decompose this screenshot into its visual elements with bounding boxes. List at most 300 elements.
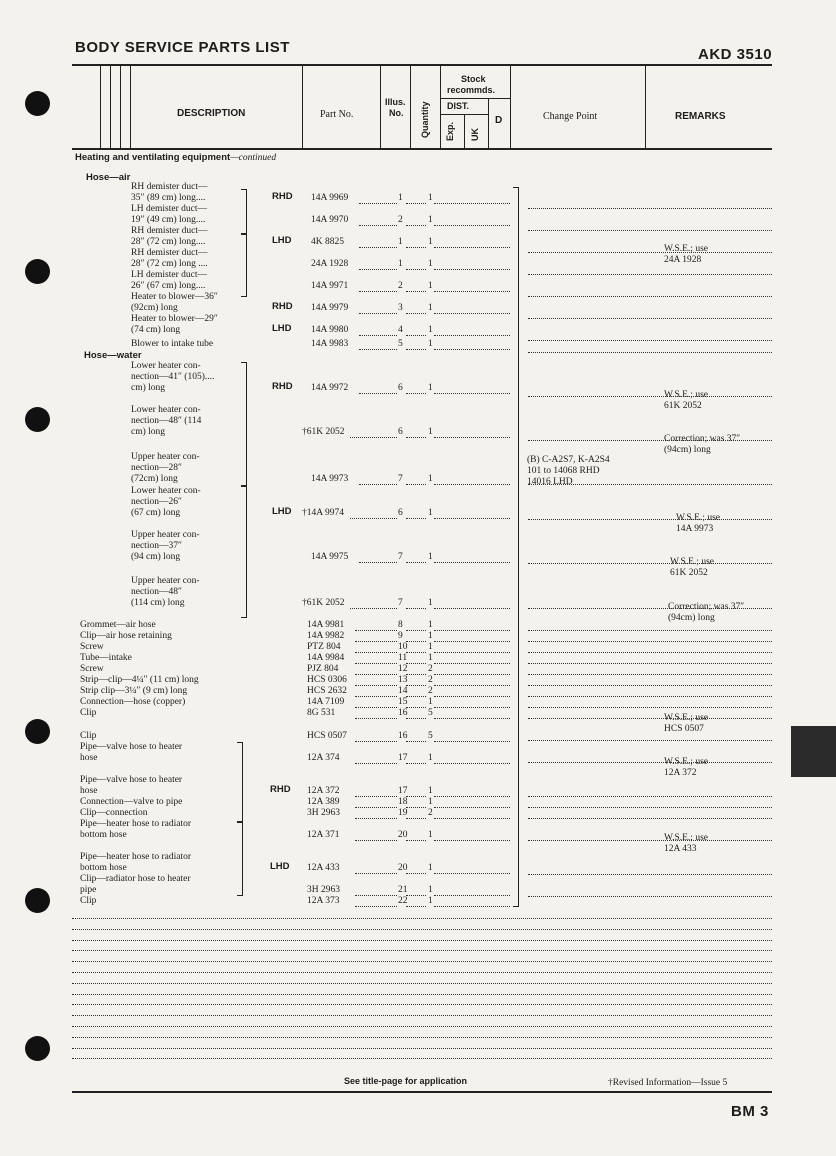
quantity-value: 1 bbox=[428, 697, 433, 707]
section-title bbox=[75, 152, 276, 164]
group-hose-water: Hose—water bbox=[84, 350, 142, 361]
description-line: nection—48″ (114 bbox=[131, 416, 202, 426]
document-code: AKD 3510 bbox=[698, 46, 773, 63]
quantity-value: 1 bbox=[428, 215, 433, 225]
footer-rule bbox=[72, 1091, 772, 1093]
illus-number: 1 bbox=[398, 193, 403, 203]
hand-rhd: RHD bbox=[272, 191, 293, 202]
leader-dots bbox=[434, 718, 510, 719]
leader-dots bbox=[406, 696, 426, 697]
leader-dots bbox=[406, 349, 426, 350]
col-uk: UK bbox=[470, 128, 480, 141]
leader-dots bbox=[406, 203, 426, 204]
binder-hole bbox=[25, 259, 50, 284]
leader-dots bbox=[355, 641, 397, 642]
part-number: 14A 9980 bbox=[311, 325, 349, 335]
leader-dots bbox=[528, 740, 772, 741]
illus-number: 15 bbox=[398, 697, 408, 707]
leader-dots bbox=[406, 313, 426, 314]
leader-dots bbox=[355, 630, 397, 631]
leader-dots bbox=[528, 274, 772, 275]
leader-dots bbox=[434, 335, 510, 336]
part-number: †61K 2052 bbox=[302, 598, 345, 608]
leader-dots bbox=[434, 562, 510, 563]
description-line: Tube—intake bbox=[80, 653, 132, 663]
leader-dots bbox=[434, 906, 510, 907]
hand-lhd: LHD bbox=[270, 861, 290, 872]
column-divider bbox=[510, 66, 511, 148]
leader-dots bbox=[406, 291, 426, 292]
description-line: Clip bbox=[80, 896, 97, 906]
leader-dots bbox=[355, 741, 397, 742]
part-number: PJZ 804 bbox=[307, 664, 339, 674]
quantity-value: 1 bbox=[428, 552, 433, 562]
leader-dots bbox=[359, 247, 397, 248]
leader-dots bbox=[359, 203, 397, 204]
part-number: 14A 9981 bbox=[307, 620, 345, 630]
description-line: Lower heater con- bbox=[131, 361, 201, 371]
leader-dots bbox=[434, 641, 510, 642]
leader-dots bbox=[355, 763, 397, 764]
quantity-value: 1 bbox=[428, 427, 433, 437]
leader-dots bbox=[72, 950, 772, 951]
illus-number: 18 bbox=[398, 797, 408, 807]
column-divider bbox=[380, 66, 381, 148]
leader-dots bbox=[434, 873, 510, 874]
part-number: 14A 9969 bbox=[311, 193, 349, 203]
leader-dots bbox=[528, 762, 772, 763]
column-divider bbox=[464, 114, 465, 148]
illus-number: 16 bbox=[398, 731, 408, 741]
description-line: (67 cm) long bbox=[131, 508, 181, 518]
leader-dots bbox=[355, 718, 397, 719]
leader-dots bbox=[434, 349, 510, 350]
leader-dots bbox=[434, 652, 510, 653]
leader-dots bbox=[528, 896, 772, 897]
leader-dots bbox=[434, 518, 510, 519]
leader-dots bbox=[406, 247, 426, 248]
col-change-point: Change Point bbox=[543, 111, 598, 122]
leader-dots bbox=[72, 1015, 772, 1016]
part-number: 24A 1928 bbox=[311, 259, 349, 269]
remark: W.S.E.; use 61K 2052 bbox=[664, 390, 708, 411]
leader-dots bbox=[359, 393, 397, 394]
description-line: Upper heater con- bbox=[131, 452, 200, 462]
illus-number: 5 bbox=[398, 339, 403, 349]
description-line: nection—37″ bbox=[131, 541, 182, 551]
illus-number: 4 bbox=[398, 325, 403, 335]
part-number: 14A 9975 bbox=[311, 552, 349, 562]
leader-dots bbox=[434, 840, 510, 841]
leader-dots bbox=[72, 961, 772, 962]
leader-dots bbox=[406, 707, 426, 708]
leader-dots bbox=[355, 707, 397, 708]
quantity-value: 1 bbox=[428, 885, 433, 895]
leader-dots bbox=[406, 630, 426, 631]
leader-dots bbox=[72, 972, 772, 973]
remark: W.S.E.; use HCS 0507 bbox=[664, 713, 708, 734]
description-line: RH demister duct— bbox=[131, 182, 208, 192]
leader-dots bbox=[359, 562, 397, 563]
quantity-value: 1 bbox=[428, 753, 433, 763]
binder-hole bbox=[25, 888, 50, 913]
footer-note: See title-page for application bbox=[344, 1076, 468, 1086]
leader-dots bbox=[406, 484, 426, 485]
remark: W.S.E.; use 12A 372 bbox=[664, 757, 708, 778]
illus-number: 7 bbox=[398, 474, 403, 484]
part-number: 3H 2963 bbox=[307, 885, 340, 895]
group-hose-air: Hose—air bbox=[86, 172, 131, 183]
leader-dots bbox=[434, 707, 510, 708]
col-illus-no: No. bbox=[389, 108, 404, 118]
leader-dots bbox=[434, 696, 510, 697]
change-point-line: (B) C-A2S7, K-A2S4 bbox=[527, 455, 610, 465]
part-number: HCS 0306 bbox=[307, 675, 347, 685]
leader-dots bbox=[72, 1037, 772, 1038]
description-line: Screw bbox=[80, 664, 104, 674]
leader-dots bbox=[355, 895, 397, 896]
leader-dots bbox=[406, 796, 426, 797]
quantity-value: 1 bbox=[428, 339, 433, 349]
section-title-suffix: —continued bbox=[230, 153, 277, 163]
leader-dots bbox=[434, 807, 510, 808]
description-line: Heater to blower—29″ bbox=[131, 314, 218, 324]
leader-dots bbox=[406, 741, 426, 742]
leader-dots bbox=[528, 630, 772, 631]
leader-dots bbox=[434, 313, 510, 314]
part-number: 14A 9982 bbox=[307, 631, 345, 641]
leader-dots bbox=[72, 918, 772, 919]
part-number: 12A 372 bbox=[307, 786, 340, 796]
quantity-value: 1 bbox=[428, 830, 433, 840]
binder-hole bbox=[25, 1036, 50, 1061]
col-d: D bbox=[495, 115, 503, 126]
remark: W.S.E.; use 61K 2052 bbox=[670, 557, 714, 578]
leader-dots bbox=[355, 652, 397, 653]
leader-dots bbox=[406, 818, 426, 819]
binder-hole bbox=[25, 407, 50, 432]
quantity-value: 1 bbox=[428, 631, 433, 641]
leader-dots bbox=[434, 393, 510, 394]
footer-revised: †Revised Information—Issue 5 bbox=[608, 1078, 728, 1088]
leader-dots bbox=[528, 208, 772, 209]
description-line: (94 cm) long bbox=[131, 552, 181, 562]
leader-dots bbox=[434, 685, 510, 686]
remark: Correction; was 37″ (94cm) long bbox=[668, 602, 745, 623]
quantity-value: 1 bbox=[428, 325, 433, 335]
description-line: Clip bbox=[80, 708, 97, 718]
binder-hole bbox=[25, 719, 50, 744]
description-line: Pipe—heater hose to radiator bbox=[80, 819, 192, 829]
description-line: pipe bbox=[80, 885, 97, 895]
quantity-value: 1 bbox=[428, 237, 433, 247]
description-line: Strip—clip—4¼″ (11 cm) long bbox=[80, 675, 199, 685]
quantity-value: 1 bbox=[428, 383, 433, 393]
description-line: (74 cm) long bbox=[131, 325, 181, 335]
leader-dots bbox=[528, 340, 772, 341]
page-edge-tab bbox=[791, 726, 836, 777]
col-part-no: Part No. bbox=[320, 109, 354, 120]
leader-dots bbox=[355, 840, 397, 841]
part-number: 4K 8825 bbox=[311, 237, 344, 247]
description-line: (72cm) long bbox=[131, 474, 178, 484]
leader-dots bbox=[406, 393, 426, 394]
description-line: nection—48″ bbox=[131, 587, 182, 597]
leader-dots bbox=[434, 203, 510, 204]
description-line: Lower heater con- bbox=[131, 486, 201, 496]
change-point-bracket bbox=[513, 187, 519, 907]
illus-number: 19 bbox=[398, 808, 408, 818]
description-line: Upper heater con- bbox=[131, 530, 200, 540]
group-bracket bbox=[237, 822, 243, 896]
description-line: Connection—valve to pipe bbox=[80, 797, 183, 807]
column-divider bbox=[410, 66, 411, 148]
illus-number: 2 bbox=[398, 215, 403, 225]
leader-dots bbox=[406, 225, 426, 226]
description-line: hose bbox=[80, 753, 98, 763]
leader-dots bbox=[359, 349, 397, 350]
leader-dots bbox=[528, 296, 772, 297]
hand-lhd: LHD bbox=[272, 506, 292, 517]
part-number: †61K 2052 bbox=[302, 427, 345, 437]
leader-dots bbox=[355, 796, 397, 797]
leader-dots bbox=[528, 519, 772, 520]
leader-dots bbox=[72, 994, 772, 995]
leader-dots bbox=[72, 1048, 772, 1049]
quantity-value: 2 bbox=[428, 686, 433, 696]
description-line: Clip bbox=[80, 731, 97, 741]
illus-number: 1 bbox=[398, 237, 403, 247]
change-point-line: 101 to 14068 RHD bbox=[527, 466, 600, 476]
illus-number: 8 bbox=[398, 620, 403, 630]
leader-dots bbox=[528, 718, 772, 719]
illus-number: 6 bbox=[398, 427, 403, 437]
leader-dots bbox=[406, 807, 426, 808]
column-divider bbox=[302, 66, 303, 148]
description-line: 35″ (89 cm) long.... bbox=[131, 193, 206, 203]
leader-dots bbox=[406, 269, 426, 270]
remark: Correction; was 37″ (94cm) long bbox=[664, 434, 741, 455]
part-number: 12A 373 bbox=[307, 896, 340, 906]
header-bottom-rule bbox=[72, 148, 772, 150]
illus-number: 20 bbox=[398, 863, 408, 873]
description-line: Strip clip—3¼″ (9 cm) long bbox=[80, 686, 188, 696]
leader-dots bbox=[355, 685, 397, 686]
description-line: Clip—air hose retaining bbox=[80, 631, 172, 641]
leader-dots bbox=[434, 608, 510, 609]
leader-dots bbox=[528, 484, 772, 485]
part-number: HCS 2632 bbox=[307, 686, 347, 696]
change-point-line: 14016 LHD bbox=[527, 477, 573, 487]
part-number: 12A 433 bbox=[307, 863, 340, 873]
part-number: 3H 2963 bbox=[307, 808, 340, 818]
description-line: bottom hose bbox=[80, 830, 127, 840]
leader-dots bbox=[406, 641, 426, 642]
part-number: 12A 371 bbox=[307, 830, 340, 840]
column-divider bbox=[100, 66, 101, 148]
leader-dots bbox=[406, 518, 426, 519]
leader-dots bbox=[355, 674, 397, 675]
illus-number: 10 bbox=[398, 642, 408, 652]
quantity-value: 1 bbox=[428, 508, 433, 518]
part-number: †14A 9974 bbox=[302, 508, 344, 518]
leader-dots bbox=[434, 796, 510, 797]
leader-dots bbox=[359, 225, 397, 226]
binder-hole bbox=[25, 91, 50, 116]
quantity-value: 2 bbox=[428, 664, 433, 674]
column-divider bbox=[440, 66, 441, 148]
leader-dots bbox=[355, 663, 397, 664]
quantity-value: 1 bbox=[428, 797, 433, 807]
group-bracket bbox=[241, 189, 247, 235]
description-line: cm) long bbox=[131, 383, 166, 393]
hand-rhd: RHD bbox=[272, 381, 293, 392]
leader-dots bbox=[434, 247, 510, 248]
description-line: bottom hose bbox=[80, 863, 127, 873]
quantity-value: 1 bbox=[428, 598, 433, 608]
illus-number: 2 bbox=[398, 281, 403, 291]
description-line: Connection—hose (copper) bbox=[80, 697, 186, 707]
leader-dots bbox=[528, 874, 772, 875]
hand-rhd: RHD bbox=[270, 784, 291, 795]
description-line: Pipe—heater hose to radiator bbox=[80, 852, 192, 862]
illus-number: 20 bbox=[398, 830, 408, 840]
leader-dots bbox=[434, 763, 510, 764]
leader-dots bbox=[434, 895, 510, 896]
leader-dots bbox=[359, 291, 397, 292]
description-line: Lower heater con- bbox=[131, 405, 201, 415]
description-line: nection—41″ (105).... bbox=[131, 372, 215, 382]
hand-rhd: RHD bbox=[272, 301, 293, 312]
header-top-rule bbox=[72, 64, 772, 66]
col-dist: DIST. bbox=[447, 101, 470, 111]
group-bracket bbox=[241, 362, 247, 486]
leader-dots bbox=[434, 269, 510, 270]
quantity-value: 5 bbox=[428, 731, 433, 741]
leader-dots bbox=[359, 313, 397, 314]
leader-dots bbox=[528, 807, 772, 808]
col-remarks: REMARKS bbox=[675, 111, 726, 122]
leader-dots bbox=[528, 707, 772, 708]
illus-number: 16 bbox=[398, 708, 408, 718]
leader-dots bbox=[528, 252, 772, 253]
quantity-value: 1 bbox=[428, 786, 433, 796]
illus-number: 17 bbox=[398, 786, 408, 796]
illus-number: 12 bbox=[398, 664, 408, 674]
col-stock: Stock bbox=[461, 74, 486, 84]
description-line: (114 cm) long bbox=[131, 598, 185, 608]
illus-number: 6 bbox=[398, 383, 403, 393]
leader-dots bbox=[434, 225, 510, 226]
leader-dots bbox=[434, 630, 510, 631]
description-line: Pipe—valve hose to heater bbox=[80, 775, 183, 785]
description-line: 28″ (72 cm) long .... bbox=[131, 259, 208, 269]
group-bracket bbox=[237, 742, 243, 822]
leader-dots bbox=[72, 929, 772, 930]
column-divider bbox=[110, 66, 111, 148]
illus-number: 6 bbox=[398, 508, 403, 518]
col-description: DESCRIPTION bbox=[177, 108, 246, 119]
leader-dots bbox=[350, 518, 397, 519]
leader-dots bbox=[528, 396, 772, 397]
leader-dots bbox=[528, 685, 772, 686]
leader-dots bbox=[528, 318, 772, 319]
leader-dots bbox=[406, 674, 426, 675]
quantity-value: 2 bbox=[428, 675, 433, 685]
hand-lhd: LHD bbox=[272, 235, 292, 246]
illus-number: 11 bbox=[398, 653, 408, 663]
part-number: 14A 9984 bbox=[307, 653, 345, 663]
quantity-value: 1 bbox=[428, 642, 433, 652]
part-number: 14A 9972 bbox=[311, 383, 349, 393]
leader-dots bbox=[72, 940, 772, 941]
leader-dots bbox=[72, 1004, 772, 1005]
description-line: (92cm) long bbox=[131, 303, 178, 313]
column-divider bbox=[130, 66, 131, 148]
leader-dots bbox=[528, 352, 772, 353]
leader-dots bbox=[528, 641, 772, 642]
leader-dots bbox=[528, 796, 772, 797]
leader-dots bbox=[355, 906, 397, 907]
part-number: HCS 0507 bbox=[307, 731, 347, 741]
leader-dots bbox=[406, 608, 426, 609]
illus-number: 14 bbox=[398, 686, 408, 696]
description-line: Upper heater con- bbox=[131, 576, 200, 586]
part-number: 14A 9983 bbox=[311, 339, 349, 349]
leader-dots bbox=[355, 873, 397, 874]
leader-dots bbox=[528, 818, 772, 819]
quantity-value: 1 bbox=[428, 653, 433, 663]
description-line: LH demister duct— bbox=[131, 204, 207, 214]
leader-dots bbox=[434, 484, 510, 485]
illus-number: 21 bbox=[398, 885, 408, 895]
leader-dots bbox=[406, 895, 426, 896]
part-number: PTZ 804 bbox=[307, 642, 341, 652]
remark: W.S.E.; use 14A 9973 bbox=[676, 513, 720, 534]
col-illus: Illus. bbox=[385, 97, 406, 107]
leader-dots bbox=[434, 437, 510, 438]
column-divider bbox=[440, 98, 510, 99]
description-line: hose bbox=[80, 786, 98, 796]
leader-dots bbox=[528, 230, 772, 231]
leader-dots bbox=[359, 335, 397, 336]
remark: W.S.E.; use 12A 433 bbox=[664, 833, 708, 854]
page-title: BODY SERVICE PARTS LIST bbox=[75, 39, 290, 56]
description-line: Clip—connection bbox=[80, 808, 148, 818]
leader-dots bbox=[528, 440, 772, 441]
group-bracket bbox=[241, 233, 247, 297]
part-number: 14A 9971 bbox=[311, 281, 349, 291]
leader-dots bbox=[406, 873, 426, 874]
description-line: 28″ (72 cm) long.... bbox=[131, 237, 206, 247]
part-number: 14A 7109 bbox=[307, 697, 345, 707]
column-divider bbox=[488, 98, 489, 148]
illus-number: 17 bbox=[398, 753, 408, 763]
quantity-value: 1 bbox=[428, 303, 433, 313]
leader-dots bbox=[406, 437, 426, 438]
leader-dots bbox=[528, 608, 772, 609]
illus-number: 7 bbox=[398, 598, 403, 608]
column-divider bbox=[645, 66, 646, 148]
illus-number: 7 bbox=[398, 552, 403, 562]
leader-dots bbox=[434, 818, 510, 819]
description-line: Pipe—valve hose to heater bbox=[80, 742, 183, 752]
leader-dots bbox=[406, 335, 426, 336]
part-number: 14A 9979 bbox=[311, 303, 349, 313]
illus-number: 9 bbox=[398, 631, 403, 641]
description-line: nection—26″ bbox=[131, 497, 182, 507]
page-number: BM 3 bbox=[731, 1103, 769, 1120]
